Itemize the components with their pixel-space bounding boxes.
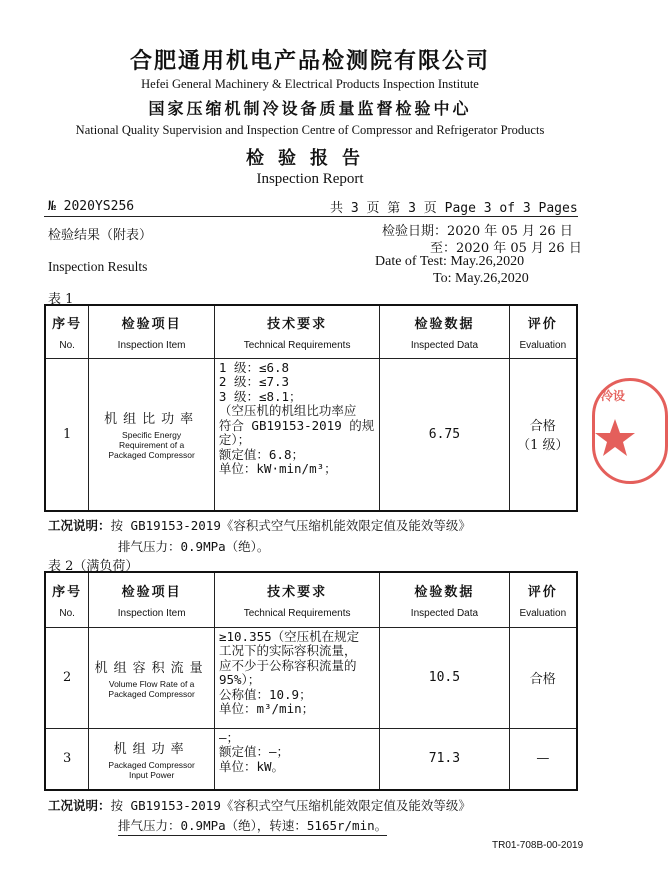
results-label-en: Inspection Results bbox=[48, 259, 148, 274]
col-req-en: Technical Requirements bbox=[243, 607, 351, 619]
table1-note-pressure: 排气压力：0.9MPa（绝）。 bbox=[118, 539, 270, 554]
row-inspected-data: 10.5 bbox=[380, 627, 509, 728]
company-name-en: Hefei General Machinery & Electrical Products Inspection Institute bbox=[141, 77, 479, 91]
col-item-cn: 检验项目 bbox=[121, 316, 182, 332]
row-item bbox=[89, 627, 215, 728]
req-line: —； bbox=[218, 729, 240, 745]
row-no: 1 bbox=[45, 358, 89, 511]
table2-note bbox=[48, 796, 471, 814]
results-label-cn: 检验结果（附表） bbox=[48, 228, 153, 243]
col-no-cn: 序号 bbox=[52, 584, 83, 600]
row-requirements bbox=[214, 627, 379, 728]
item-name-en: Specific Energy Requirement of a Packaged Compressor bbox=[108, 430, 195, 461]
col-item-en: Inspection Item bbox=[117, 339, 186, 351]
row-item bbox=[89, 728, 215, 790]
row-item bbox=[89, 358, 215, 511]
seal-stamp bbox=[592, 378, 668, 484]
note-label: 工况说明： bbox=[48, 798, 111, 813]
item-name-en: Volume Flow Rate of a Packaged Compressor bbox=[108, 678, 195, 699]
company-name-cn: 合肥通用机电产品检测院有限公司 bbox=[129, 48, 490, 74]
col-eval-en: Evaluation bbox=[519, 339, 567, 351]
row-no: 2 bbox=[45, 627, 89, 728]
table2-note-conditions: 排气压力：0.9MPa（绝），转速：5165r/min。 bbox=[118, 816, 387, 836]
req-line: 单位：kW。 bbox=[218, 758, 285, 774]
col-req-cn: 技术要求 bbox=[267, 316, 328, 332]
req-line: 单位：m³/min； bbox=[218, 701, 315, 716]
row-requirements bbox=[214, 358, 379, 511]
form-code: TR01-708B-00-2019 bbox=[492, 840, 584, 851]
col-item-en: Inspection Item bbox=[117, 607, 186, 619]
col-no-en: No. bbox=[59, 339, 75, 351]
table1-label: 表 1 bbox=[48, 292, 74, 307]
table1-header-row bbox=[45, 305, 577, 358]
col-data-cn: 检验数据 bbox=[414, 584, 475, 600]
col-item-cn: 检验项目 bbox=[121, 584, 182, 600]
header-divider bbox=[44, 216, 578, 217]
col-data-cn: 检验数据 bbox=[414, 316, 475, 332]
table1 bbox=[44, 304, 578, 512]
row-evaluation: 合格 bbox=[509, 627, 577, 728]
test-date-to-en: To: May.26,2020 bbox=[433, 271, 529, 286]
req-line: 3 级：≤8.1； bbox=[218, 388, 302, 404]
centre-name-cn: 国家压缩机制冷设备质量监督检验中心 bbox=[148, 99, 472, 118]
note-standard: 按 GB19153-2019《容积式空气压缩机能效限定值及能效等级》 bbox=[110, 518, 471, 533]
item-name-cn: 机组功率 bbox=[113, 741, 190, 757]
table-row bbox=[45, 627, 577, 728]
col-data-en: Inspected Data bbox=[410, 339, 479, 351]
req-line: 单位：kW·min/m³； bbox=[218, 461, 337, 476]
req-line: 额定值：6.8； bbox=[218, 446, 304, 462]
evaluation-grade: （1 级） bbox=[517, 438, 569, 454]
test-date-from-en: Date of Test: May.26,2020 bbox=[375, 254, 525, 269]
test-date-from-cn: 检验日期：2020 年 05 月 26 日 bbox=[382, 224, 573, 239]
req-line: （空压机的机组比功率应 bbox=[218, 403, 357, 418]
item-name-cn: 机组容积流量 bbox=[94, 660, 209, 676]
row-evaluation bbox=[509, 358, 577, 511]
test-date-to-cn: 至：2020 年 05 月 26 日 bbox=[430, 241, 582, 256]
row-evaluation: — bbox=[509, 728, 577, 790]
req-line: 2 级：≤7.3 bbox=[218, 374, 290, 389]
col-no-en: No. bbox=[59, 607, 75, 619]
table2-label: 表 2（满负荷） bbox=[48, 559, 139, 574]
table2 bbox=[44, 571, 578, 791]
table-row bbox=[45, 728, 577, 790]
col-req-en: Technical Requirements bbox=[243, 339, 351, 351]
col-eval-cn: 评价 bbox=[527, 316, 558, 332]
centre-name-en: National Quality Supervision and Inspection Centre of Compressor and Refrigerator Products bbox=[75, 123, 545, 137]
page-indicator: 共 3 页 第 3 页 Page 3 of 3 Pages bbox=[330, 201, 578, 216]
req-line: 公称值：10.9； bbox=[218, 686, 312, 702]
table-row bbox=[45, 358, 577, 511]
note-label: 工况说明： bbox=[48, 518, 111, 533]
table2-header-row bbox=[45, 572, 577, 627]
req-line: 工况下的实际容积流量， bbox=[218, 643, 357, 658]
row-no: 3 bbox=[45, 728, 89, 790]
req-line: 定）； bbox=[218, 432, 251, 447]
req-line: 额定值：—； bbox=[218, 744, 290, 759]
seal-text: 冷设 bbox=[601, 389, 626, 403]
col-eval-en: Evaluation bbox=[519, 607, 567, 619]
col-eval-cn: 评价 bbox=[527, 584, 558, 600]
row-inspected-data: 71.3 bbox=[380, 728, 509, 790]
req-line: 1 级：≤6.8 bbox=[218, 359, 290, 375]
req-line: ≥10.355（空压机在规定 bbox=[218, 628, 360, 644]
req-line: 应不少于公称容积流量的 bbox=[218, 657, 357, 673]
req-line: 符合 GB19153-2019 的规 bbox=[218, 417, 375, 433]
report-title-cn: 检验报告 bbox=[246, 148, 374, 169]
report-title-en: Inspection Report bbox=[256, 171, 364, 187]
req-line: 95%）； bbox=[218, 672, 261, 687]
item-name-cn: 机组比功率 bbox=[104, 412, 200, 428]
col-data-en: Inspected Data bbox=[410, 607, 479, 619]
row-requirements bbox=[214, 728, 379, 790]
evaluation-result: 合格 bbox=[529, 419, 556, 435]
item-name-en: Packaged Compressor Input Power bbox=[108, 759, 195, 780]
note-standard: 按 GB19153-2019《容积式空气压缩机能效限定值及能效等级》 bbox=[110, 798, 471, 813]
col-no-cn: 序号 bbox=[52, 316, 83, 332]
table1-note bbox=[48, 516, 471, 534]
report-number: № 2020YS256 bbox=[48, 199, 135, 214]
col-req-cn: 技术要求 bbox=[267, 584, 328, 600]
row-inspected-data: 6.75 bbox=[380, 358, 509, 511]
